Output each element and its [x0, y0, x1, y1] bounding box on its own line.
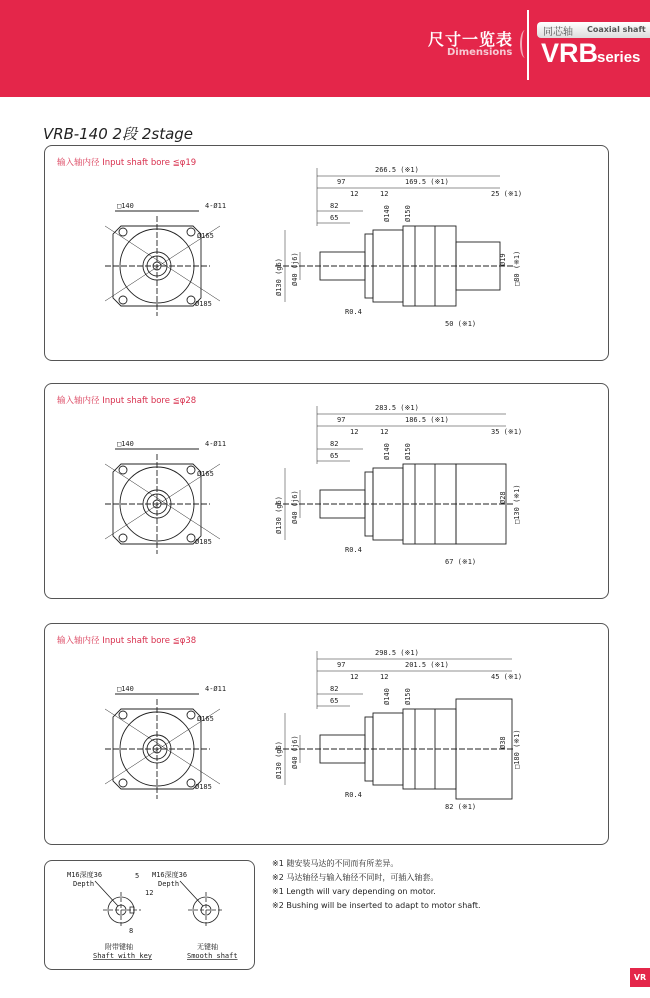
svg-text:12: 12: [350, 673, 359, 681]
svg-text:298.5 (※1): 298.5 (※1): [375, 649, 419, 657]
dimension-panel-19: [44, 145, 609, 361]
page-tag: VR: [630, 968, 650, 987]
svg-text:97: 97: [337, 661, 346, 669]
svg-text:Ø150: Ø150: [404, 205, 412, 222]
svg-text:50 (※1): 50 (※1): [445, 320, 477, 328]
dimension-panel-38: [44, 623, 609, 845]
svg-text:67 (※1): 67 (※1): [445, 558, 477, 566]
svg-text:169.5 (※1): 169.5 (※1): [405, 178, 449, 186]
key-b-dim: 8: [129, 927, 134, 935]
svg-text:45 (※1): 45 (※1): [491, 673, 523, 681]
panel-caption: 输入轴内径 Input shaft bore ≦φ19: [57, 158, 197, 168]
svg-text:Ø140: Ø140: [383, 688, 391, 705]
svg-text:25 (※1): 25 (※1): [491, 190, 523, 198]
svg-text:Ø40 (j6): Ø40 (j6): [291, 252, 299, 286]
svg-text:R0.4: R0.4: [345, 308, 362, 316]
shaft-diagrams: [45, 861, 254, 969]
svg-text:Ø150: Ø150: [404, 688, 412, 705]
svg-text:Ø150: Ø150: [404, 443, 412, 460]
svg-text:Ø40 (j6): Ø40 (j6): [291, 735, 299, 769]
note-1-en: ※1 Length will vary depending on motor.: [272, 887, 436, 896]
shaft-type-box: [44, 860, 255, 970]
svg-text:4-Ø11: 4-Ø11: [205, 202, 227, 210]
svg-text:Ø130 (g6): Ø130 (g6): [275, 741, 283, 779]
category-cn: 同芯轴: [543, 27, 573, 38]
svg-text:283.5 (※1): 283.5 (※1): [375, 404, 419, 412]
svg-text:12: 12: [350, 190, 359, 198]
svg-text:Ø165: Ø165: [197, 715, 214, 723]
svg-text:Ø130 (g6): Ø130 (g6): [275, 258, 283, 296]
note-2-cn: ※2 马达轴径与输入轴径不同时，可插入轴套。: [272, 873, 439, 882]
svg-text:Ø185: Ø185: [195, 783, 212, 791]
svg-text:□80 (※1): □80 (※1): [513, 250, 521, 286]
svg-text:82: 82: [330, 440, 339, 448]
svg-text:12: 12: [380, 190, 389, 198]
key-height-dim: 12: [145, 889, 154, 897]
svg-text:12: 12: [380, 428, 389, 436]
svg-text:97: 97: [337, 416, 346, 424]
svg-text:82: 82: [330, 685, 339, 693]
svg-text:R0.4: R0.4: [345, 546, 362, 554]
svg-text:□140: □140: [117, 202, 134, 210]
category-en: Coaxial shaft: [587, 25, 646, 34]
category-pill: [537, 22, 650, 38]
dimension-panel-28: [44, 383, 609, 599]
svg-text:Ø185: Ø185: [195, 538, 212, 546]
svg-text:Ø140: Ø140: [383, 205, 391, 222]
svg-text:186.5 (※1): 186.5 (※1): [405, 416, 449, 424]
svg-text:R0.4: R0.4: [345, 791, 362, 799]
smooth-label-en: Smooth shaft: [187, 952, 238, 960]
svg-text:Ø40 (j6): Ø40 (j6): [291, 490, 299, 524]
svg-text:Ø140: Ø140: [383, 443, 391, 460]
svg-text:4-Ø11: 4-Ø11: [205, 685, 227, 693]
technical-drawing: [45, 384, 608, 604]
header-banner: [0, 0, 650, 97]
svg-text:97: 97: [337, 178, 346, 186]
header-title-en: Dimensions: [447, 47, 513, 58]
panel-caption: 输入轴内径 Input shaft bore ≦φ28: [57, 396, 197, 406]
footnotes: [272, 857, 481, 913]
svg-text:Ø28: Ø28: [499, 491, 507, 504]
key-width-dim: 5: [135, 872, 140, 880]
svg-text:4-Ø11: 4-Ø11: [205, 440, 227, 448]
technical-drawing: [45, 146, 608, 366]
svg-text:□140: □140: [117, 685, 134, 693]
keyed-depth-label: Depth: [73, 880, 95, 888]
series-suffix: series: [597, 49, 641, 66]
smooth-depth-label: Depth: [158, 880, 180, 888]
svg-text:201.5 (※1): 201.5 (※1): [405, 661, 449, 669]
svg-text:□140: □140: [117, 440, 134, 448]
svg-text:82 (※1): 82 (※1): [445, 803, 477, 811]
svg-text:□180 (※1): □180 (※1): [513, 729, 521, 769]
svg-text:82: 82: [330, 202, 339, 210]
svg-text:266.5 (※1): 266.5 (※1): [375, 166, 419, 174]
svg-text:Ø165: Ø165: [197, 232, 214, 240]
svg-text:□130 (※1): □130 (※1): [513, 484, 521, 524]
svg-text:65: 65: [330, 214, 339, 222]
panel-caption: 输入轴内径 Input shaft bore ≦φ38: [57, 636, 197, 646]
technical-drawing: [45, 624, 608, 844]
keyed-label-en: Shaft with key: [93, 952, 153, 960]
keyed-label-cn: 附带键轴: [105, 943, 133, 951]
svg-text:Ø185: Ø185: [195, 300, 212, 308]
note-1-cn: ※1 随安装马达的不同而有所差异。: [272, 859, 399, 868]
note-2-en: ※2 Bushing will be inserted to adapt to motor shaft.: [272, 901, 481, 910]
header-divider: [527, 10, 529, 80]
keyed-tap-label: M16深度36: [67, 871, 103, 879]
svg-text:Ø38: Ø38: [499, 736, 507, 749]
svg-text:Ø130 (g6): Ø130 (g6): [275, 496, 283, 534]
smooth-label-cn: 无键轴: [197, 943, 218, 951]
series-name: VRB: [541, 38, 599, 68]
svg-text:Ø19: Ø19: [499, 253, 507, 266]
svg-text:Ø165: Ø165: [197, 470, 214, 478]
header-title-cn: 尺寸一览表: [428, 30, 514, 49]
svg-text:65: 65: [330, 697, 339, 705]
smooth-tap-label: M16深度36: [152, 871, 188, 879]
page-title: VRB-140 2段 2stage: [43, 125, 194, 143]
svg-text:65: 65: [330, 452, 339, 460]
svg-text:12: 12: [380, 673, 389, 681]
svg-text:12: 12: [350, 428, 359, 436]
svg-text:35 (※1): 35 (※1): [491, 428, 523, 436]
